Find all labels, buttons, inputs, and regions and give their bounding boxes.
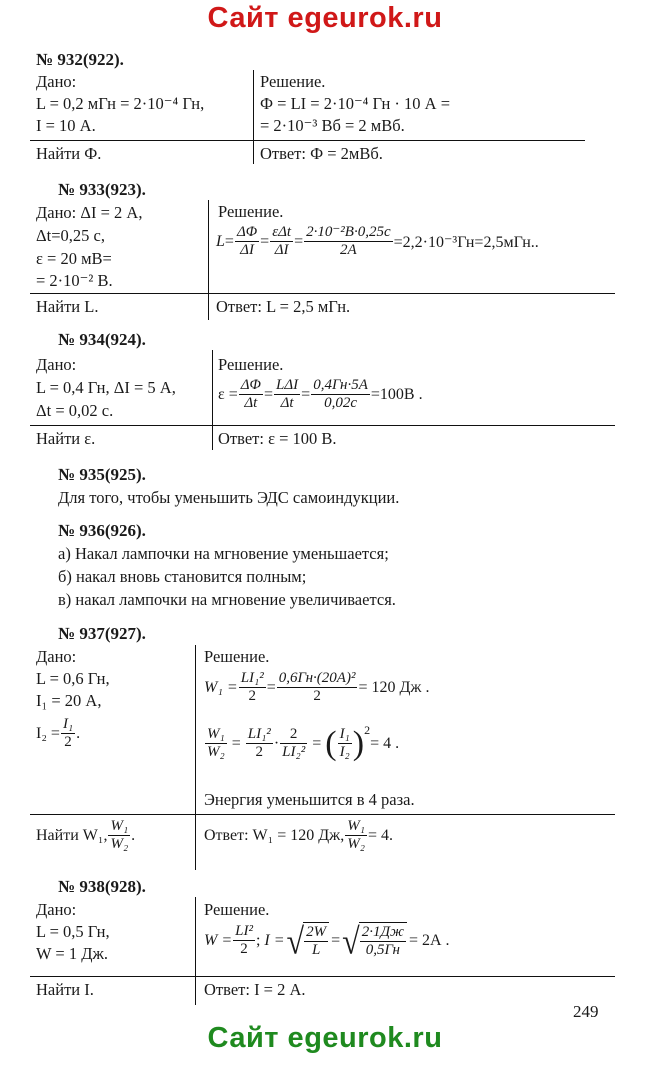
given-line: Δt=0,25 с, (36, 226, 105, 245)
answer-text: а) Накал лампочки на мгновение уменьшается; (58, 544, 389, 563)
given-line: W = 1 Дж. (36, 944, 108, 963)
answer-text: б) накал вновь становится полным; (58, 567, 307, 586)
given-line: L = 0,4 Гн, ΔI = 5 А, (36, 378, 176, 397)
solution-line: = 2·10⁻³ Вб = 2 мВб. (260, 116, 405, 135)
fraction: $\frac{\text{2·10⁻²В·0,25с}}{2А}$ (306, 224, 391, 258)
table-rule (30, 814, 615, 815)
problem-number: № 936(926). (58, 521, 146, 540)
given-line: Δt = 0,02 с. (36, 401, 114, 420)
find-line: Найти ε. (36, 429, 96, 448)
formula-row: L = $\frac{\Delta\Phi}{\Delta I}$ = $\frac{\text{εΔt}}{\Delta I}$ = $\frac{\text{2·10⁻²В·0,25с}}{2А}$ =2,2·10⁻³Гн=2,5мГн.. (216, 224, 539, 258)
given-line: = 2·10⁻² В. (36, 271, 113, 290)
fraction: $\frac{\text{I₁}}{2}$ (62, 716, 74, 750)
formula-text: =100В . (370, 385, 423, 403)
given-line: Дано: (36, 647, 77, 666)
formula-row: W = $\frac{\text{LI²}}{2}$ ; I = √ $\frac{2W}{L}$ = √ $\frac{2\cdot 1Дж}{0,5Гн}$ = 2А . (204, 919, 450, 962)
find-line: Найти L. (36, 297, 99, 316)
given-line: I = 10 А. (36, 116, 96, 135)
table-divider (195, 897, 196, 1005)
given-line: L = 0,2 мГн = 2·10⁻⁴ Гн, (36, 94, 205, 113)
fraction: $\frac{\Delta\Phi}{\Delta I}$ (236, 224, 258, 258)
fraction: $\frac{\text{LI₁²}}{2}$ (240, 670, 264, 704)
table-rule (30, 425, 615, 426)
formula-text: =2,2·10⁻³Гн=2,5мГн.. (393, 233, 539, 251)
table-divider (212, 350, 213, 450)
answer-text: в) накал лампочки на мгновение увеличивается. (58, 590, 396, 609)
answer-line (204, 818, 393, 853)
solution-title: Решение. (218, 355, 284, 374)
fraction: $\frac{\Delta\Phi}{\Delta t}$ (240, 377, 261, 411)
formula-text: Ответ: W₁ = 120 Дж, (204, 826, 345, 844)
formula-text: L (216, 232, 225, 250)
answer-line: Ответ: I = 2 А. (204, 980, 306, 999)
solution-line: Энергия уменьшится в 4 раза. (204, 790, 415, 809)
given-line: Дано: (36, 72, 77, 91)
solution-title: Решение. (204, 900, 270, 919)
given-line: Дано: (36, 355, 77, 374)
formula-text: Найти W₁, (36, 826, 108, 844)
fraction: $\frac{\text{εΔt}}{\Delta I}$ (272, 224, 292, 258)
table-rule (30, 293, 615, 294)
fraction: $\frac{\text{0,6Гн·(20А)²}}{2}$ (278, 670, 356, 704)
answer-line: Ответ: L = 2,5 мГн. (216, 297, 351, 316)
given-line: L = 0,6 Гн, (36, 669, 110, 688)
fraction: $\frac{\text{LI₁²}}{2}$ (247, 726, 271, 760)
fraction: $\frac{\text{I₁}}{\text{I₂}}$ (339, 726, 350, 760)
solution-line: Ф = LI = 2·10⁻⁴ Гн · 10 А = (260, 94, 451, 113)
answer-text: Для того, чтобы уменьшить ЭДС самоиндукции. (58, 488, 400, 507)
formula-text: W₁ = (204, 678, 238, 696)
problem-number: № 937(927). (58, 624, 146, 643)
formula-text: ε (218, 385, 225, 403)
square-root: √ $\frac{2\cdot 1Дж}{0,5Гн}$ (342, 922, 407, 959)
solution-title: Решение. (218, 202, 284, 221)
fraction: $\frac{0,4Гн\cdot 5А}{0,02с}$ (313, 377, 368, 411)
site-watermark-top: Сайт egeurok.ru (207, 2, 443, 34)
bracket-right: ) (352, 724, 365, 762)
formula-text: I₂ = (36, 724, 60, 742)
problem-number: № 934(924). (58, 330, 146, 349)
bracket-left: ( (325, 724, 337, 762)
formula-text: = 4 . (370, 734, 400, 752)
formula-text: ; (255, 931, 261, 949)
answer-line: Ответ: Ф = 2мВб. (260, 144, 383, 163)
answer-line: Ответ: ε = 100 В. (218, 429, 337, 448)
formula-text: = 120 Дж . (358, 678, 430, 696)
solution-title: Решение. (260, 72, 326, 91)
formula-text: = 2А . (408, 931, 450, 949)
given-line: ε = 20 мВ= (36, 249, 112, 268)
given-line: I₂ = $\frac{\text{I₁}}{2}$ . (36, 716, 81, 750)
given-line: I₁ = 20 А, (36, 691, 102, 710)
find-line: Найти Ф. (36, 144, 102, 163)
given-line: Дано: (36, 900, 77, 919)
fraction: $\frac{\text{LΔI}}{\Delta t}$ (276, 377, 299, 411)
problem-number: № 932(922). (36, 50, 124, 69)
square-root: √ $\frac{2W}{L}$ (287, 922, 330, 959)
formula-text: W = (204, 931, 233, 949)
given-line: Дано: ΔI = 2 А, (36, 203, 143, 222)
find-line: Найти W₁, $\frac{\text{W₁}}{\text{W₂}}$ . (36, 818, 136, 852)
formula-text: I = (264, 931, 285, 949)
table-rule (30, 140, 585, 141)
given-line: L = 0,5 Гн, (36, 922, 110, 941)
table-divider (253, 70, 254, 164)
formula-text: = 4. (367, 826, 393, 844)
formula-row: W₁ = $\frac{\text{LI₁²}}{2}$ = $\frac{\text{0,6Гн·(20А)²}}{2}$ = 120 Дж . (204, 670, 430, 704)
formula-row: $\frac{\text{W₁}}{\text{W₂}}$ = $\frac{\text{LI₁²}}{2}$ · $\frac{2}{\text{LI₂²}}$ = ( $\frac{\text{I₁}}{\text{I₂}}$ ) $^2$ = 4 . (207, 722, 400, 762)
formula-row: ε = $\frac{\Delta\Phi}{\Delta t}$ = $\frac{\text{LΔI}}{\Delta t}$ = $\frac{0,4Гн\cdot 5А}{0,02с}$ =100В . (218, 377, 423, 411)
problem-number: № 933(923). (58, 180, 146, 199)
problem-number: № 938(928). (58, 877, 146, 896)
solution-title: Решение. (204, 647, 270, 666)
fraction: $\frac{\text{LI²}}{2}$ (235, 923, 253, 957)
fraction: $\frac{\text{W₁}}{\text{W₂}}$ (110, 818, 129, 852)
fraction: $\frac{\text{W₁}}{\text{W₂}}$ (207, 726, 225, 760)
fraction: $\frac{2}{\text{LI₂²}}$ (282, 726, 306, 760)
find-line: Найти I. (36, 980, 94, 999)
table-divider (195, 645, 196, 870)
problem-number: № 935(925). (58, 465, 146, 484)
page-number: 249 (573, 1002, 599, 1021)
table-rule (30, 976, 615, 977)
site-watermark-bottom: Сайт egeurok.ru (207, 1022, 443, 1054)
table-divider (208, 200, 209, 320)
fraction: $\frac{\text{W₁}}{\text{W₂}}$ (347, 818, 365, 852)
